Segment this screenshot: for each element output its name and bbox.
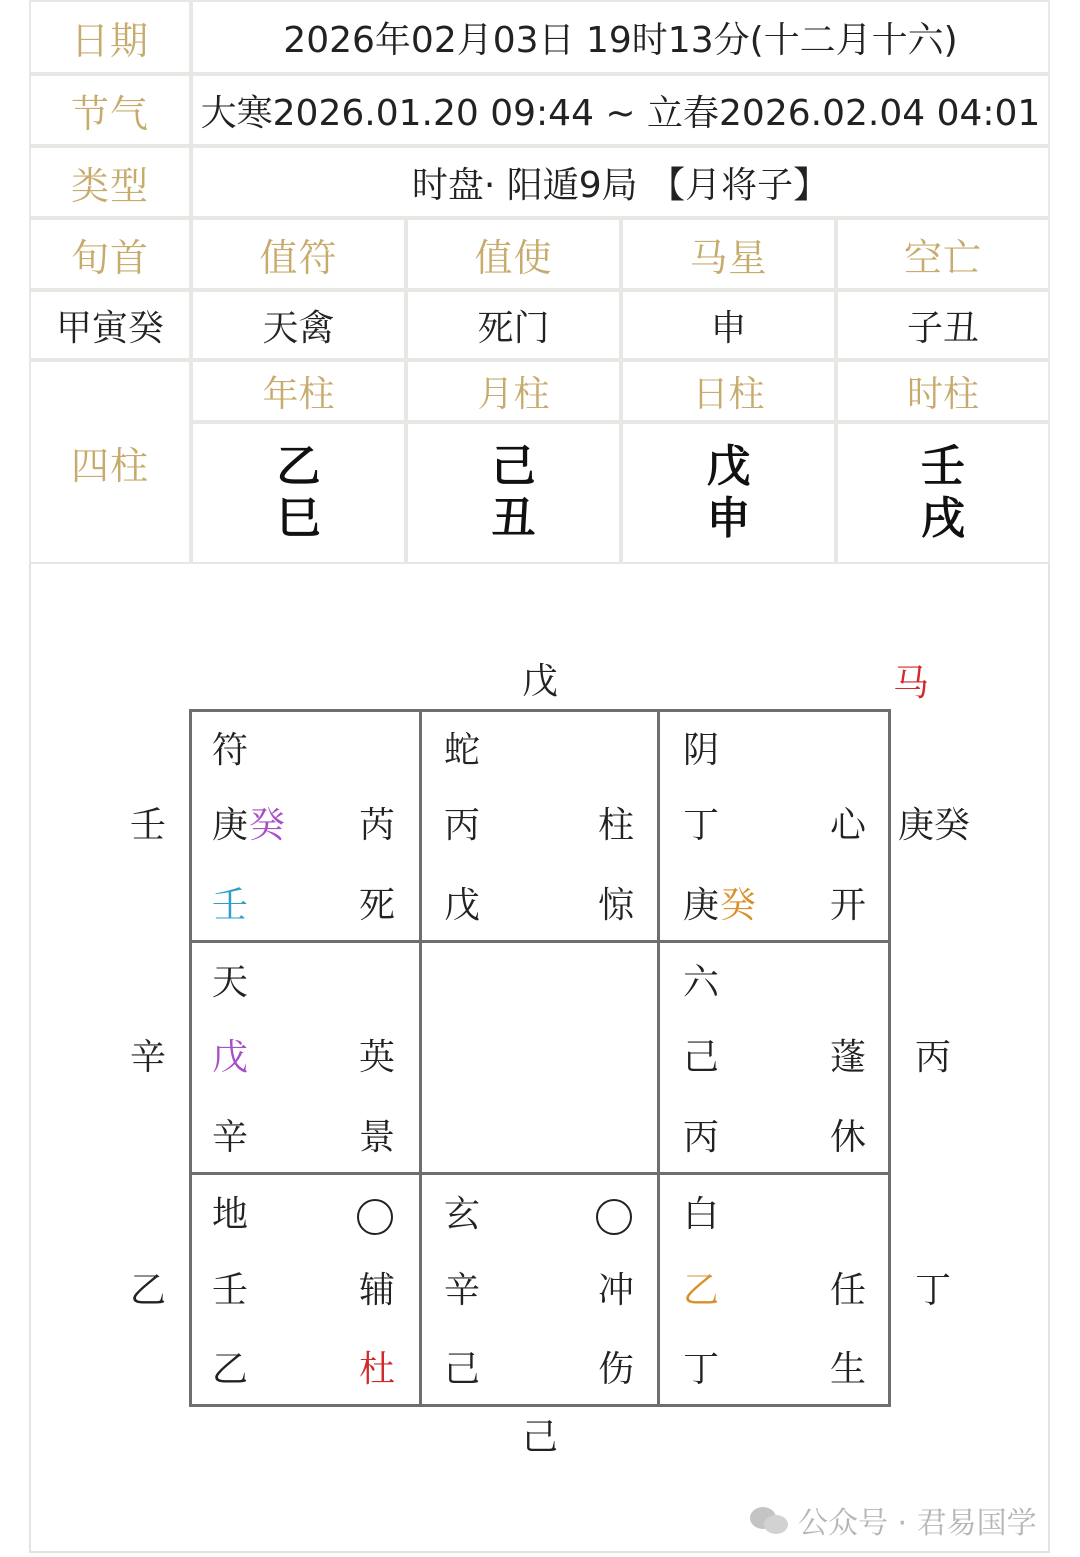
s-god: 玄	[444, 1194, 481, 1235]
value-xunshou: 甲寅癸	[31, 292, 189, 358]
e-earth-stem: 丙	[683, 1117, 720, 1158]
pillar-name-day: 日柱	[623, 362, 834, 420]
left-label-middle: 辛	[130, 1037, 167, 1078]
date-label: 日期	[31, 2, 189, 72]
e-god: 六	[683, 962, 720, 1003]
se-heaven-stem: 乙	[683, 1270, 720, 1311]
board-divider	[189, 1172, 891, 1175]
bottom-label: 己	[522, 1417, 559, 1458]
void-circle-icon	[596, 1199, 632, 1235]
type-value: 时盘· 阳遁9局 【月将子】	[193, 148, 1048, 216]
pillar-name-hour: 时柱	[838, 362, 1048, 420]
nw-heaven-stem-2: 癸	[249, 805, 286, 846]
w-door: 景	[359, 1117, 396, 1158]
board-divider	[189, 940, 891, 943]
n-earth-stem: 戊	[444, 885, 481, 926]
pillar-month	[408, 424, 619, 562]
ne-star: 心	[830, 805, 867, 846]
void-circle-icon	[357, 1199, 393, 1235]
value-maxing: 申	[623, 292, 834, 358]
w-star: 英	[359, 1037, 396, 1078]
sw-god: 地	[212, 1194, 249, 1235]
ne-god: 阴	[683, 730, 720, 771]
n-star: 柱	[598, 805, 635, 846]
pillar-day	[623, 424, 834, 562]
pillar-year	[193, 424, 404, 562]
nw-star: 芮	[359, 805, 396, 846]
watermark	[750, 1498, 1037, 1542]
top-label: 戊	[522, 661, 559, 702]
e-star: 蓬	[830, 1037, 867, 1078]
left-label-bottom: 乙	[130, 1270, 167, 1311]
pillar-day-stem: 戊	[706, 441, 751, 492]
pillar-month-stem: 己	[491, 441, 536, 492]
date-value: 2026年02月03日 19时13分(十二月十六)	[193, 2, 1048, 72]
s-heaven-stem: 辛	[444, 1270, 481, 1311]
header-kongwang: 空亡	[838, 220, 1048, 288]
w-earth-stem: 辛	[212, 1117, 249, 1158]
n-god: 蛇	[444, 730, 481, 771]
s-door: 伤	[598, 1349, 635, 1390]
pillar-month-branch: 丑	[491, 493, 536, 544]
pillar-year-branch: 巳	[276, 493, 321, 544]
value-zhishi: 死门	[408, 292, 619, 358]
s-earth-stem: 己	[444, 1349, 481, 1390]
se-earth-stem: 丁	[683, 1349, 720, 1390]
watermark-text: 公众号 · 君易国学	[798, 1506, 1037, 1541]
ne-earth-stem-2: 癸	[720, 885, 757, 926]
qimen-board	[189, 709, 891, 1407]
board-divider	[419, 709, 422, 1407]
wechat-icon	[750, 1505, 790, 1535]
nw-door: 死	[359, 885, 396, 926]
value-kongwang: 子丑	[838, 292, 1048, 358]
nw-heaven-stem: 庚	[212, 805, 249, 846]
sw-heaven-stem: 壬	[212, 1270, 249, 1311]
se-door: 生	[830, 1349, 867, 1390]
pillars-label: 四柱	[31, 362, 189, 562]
n-heaven-stem: 丙	[444, 805, 481, 846]
type-label: 类型	[31, 148, 189, 216]
jieqi-value: 大寒2026.01.20 09:44 ~ 立春2026.02.04 04:01	[193, 76, 1048, 144]
s-star: 冲	[598, 1270, 635, 1311]
pillar-day-branch: 申	[706, 493, 751, 544]
n-door: 惊	[598, 885, 635, 926]
right-label-top: 庚癸	[898, 805, 971, 846]
header-zhifu: 值符	[193, 220, 404, 288]
e-heaven-stem: 己	[683, 1037, 720, 1078]
pillar-hour-stem: 壬	[921, 441, 965, 492]
pillar-year-stem: 乙	[276, 441, 321, 492]
board-divider	[657, 709, 660, 1407]
ne-earth-stem: 庚	[683, 885, 720, 926]
nw-earth-stem: 壬	[212, 885, 249, 926]
jieqi-label: 节气	[31, 76, 189, 144]
se-god: 白	[683, 1194, 720, 1235]
horse-marker: 马	[893, 663, 930, 704]
right-label-bottom: 丁	[915, 1270, 952, 1311]
pillar-name-year: 年柱	[193, 362, 404, 420]
value-zhifu: 天禽	[193, 292, 404, 358]
pillar-hour-branch: 戌	[921, 493, 965, 544]
nw-god: 符	[212, 730, 249, 771]
sw-door: 杜	[359, 1349, 396, 1390]
pillar-name-month: 月柱	[408, 362, 619, 420]
sw-star: 辅	[359, 1270, 396, 1311]
ne-heaven-stem: 丁	[683, 805, 720, 846]
ne-door: 开	[830, 885, 867, 926]
w-heaven-stem: 戊	[212, 1037, 249, 1078]
left-label-top: 壬	[130, 805, 167, 846]
header-maxing: 马星	[623, 220, 834, 288]
w-god: 天	[212, 962, 249, 1003]
sw-earth-stem: 乙	[212, 1349, 249, 1390]
header-xunshou: 旬首	[31, 220, 189, 288]
se-star: 任	[830, 1270, 867, 1311]
right-label-middle: 丙	[915, 1037, 952, 1078]
e-door: 休	[830, 1117, 867, 1158]
header-zhishi: 值使	[408, 220, 619, 288]
pillar-hour	[838, 424, 1048, 562]
